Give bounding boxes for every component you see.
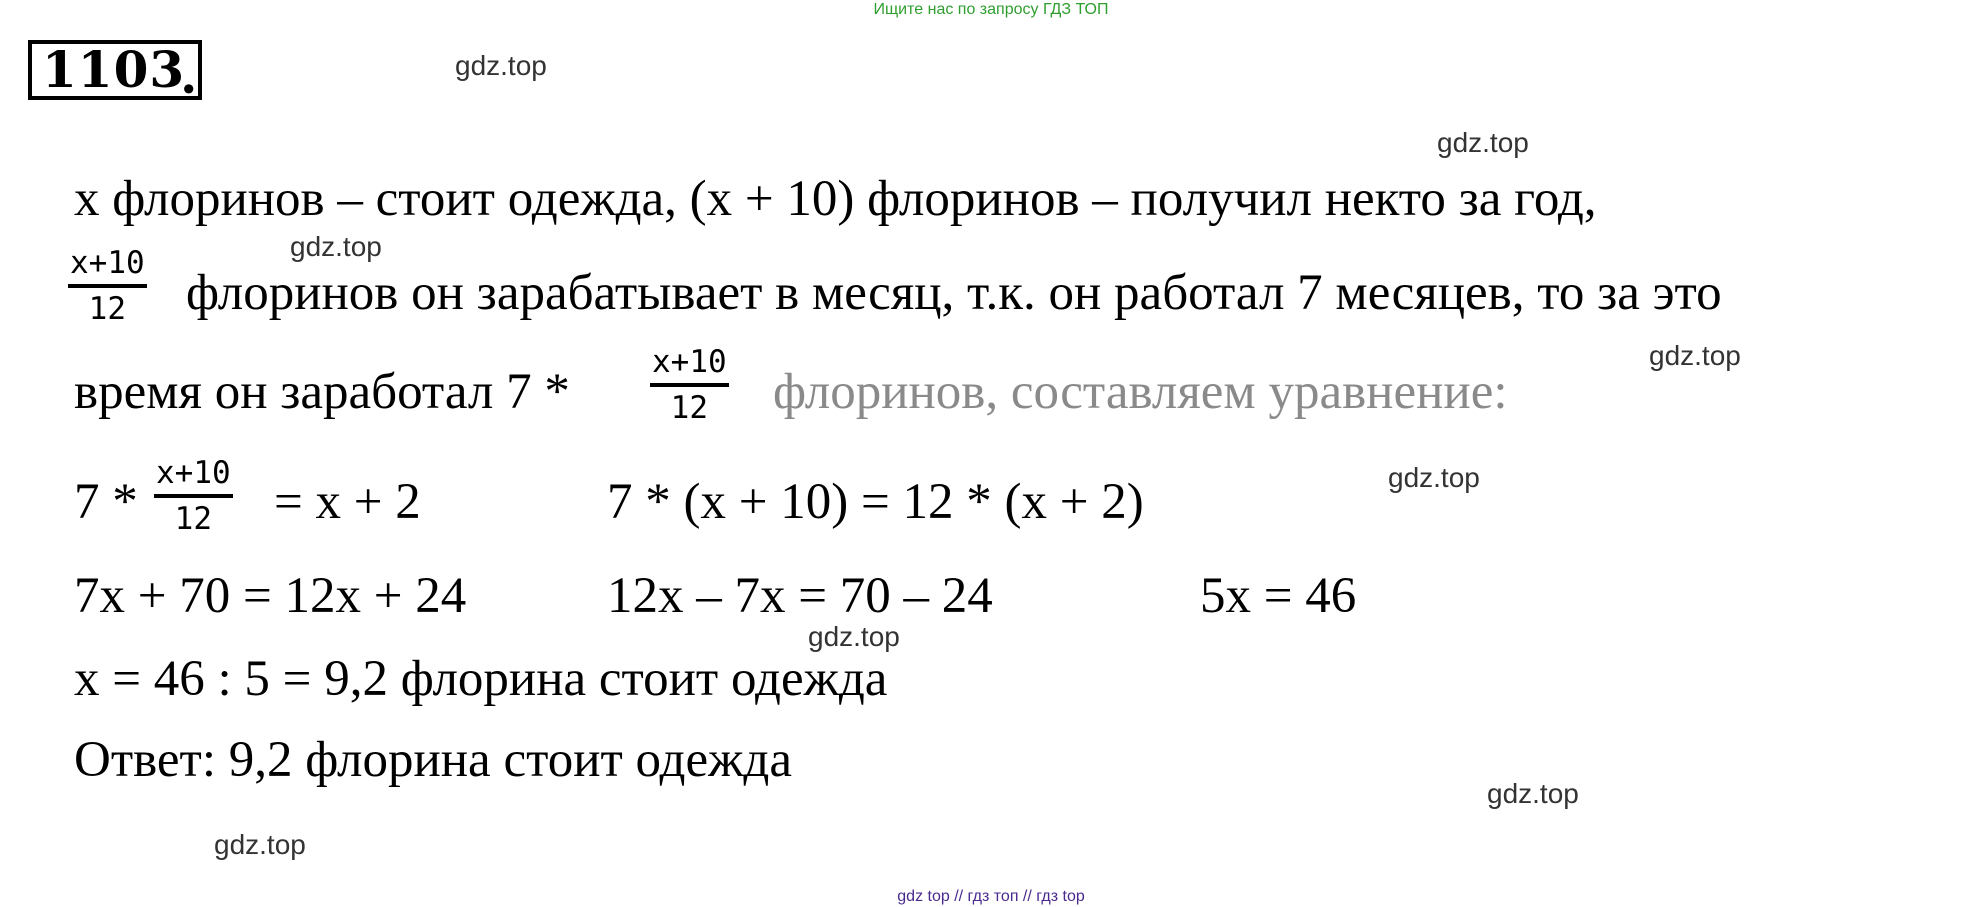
fraction-line-4 <box>154 456 233 536</box>
equation-expanded: 7 * (x + 10) = 12 * (x + 2) <box>607 474 1144 530</box>
top-banner: Ищите нас по запросу ГДЗ ТОП <box>873 1 1109 18</box>
solution-result: x = 46 : 5 = 9,2 флорина стоит одежда <box>74 651 888 707</box>
watermark: gdz.top <box>214 829 306 860</box>
equation-step-3: 5x = 46 <box>1200 568 1357 624</box>
fraction-denominator: 12 <box>670 390 708 426</box>
fraction-line-3 <box>650 345 729 425</box>
watermark: gdz.top <box>1649 340 1741 371</box>
fraction-line-2 <box>68 246 147 326</box>
solution-line-3-start: время он заработал 7 * <box>74 364 570 420</box>
fraction-denominator: 12 <box>174 501 212 537</box>
watermark: gdz.top <box>808 621 900 652</box>
fraction-denominator: 12 <box>88 291 126 327</box>
watermark: gdz.top <box>1487 778 1579 809</box>
problem-number: 1103 <box>28 40 202 100</box>
equation-step-2: 12x – 7x = 70 – 24 <box>607 568 993 624</box>
equation-rest: = x + 2 <box>274 474 421 530</box>
footer-links: gdz top // гдз топ // гдз top <box>897 888 1085 905</box>
fraction-numerator: x+10 <box>70 245 145 281</box>
watermark: gdz.top <box>455 50 547 81</box>
fraction-bar <box>154 494 233 498</box>
fraction-bar <box>68 284 147 288</box>
solution-line-3-rest: флоринов, составляем уравнение: <box>773 364 1508 420</box>
solution-line-1: x флоринов – стоит одежда, (x + 10) флоринов – получил некто за год, <box>74 171 1597 227</box>
fraction-bar <box>650 383 729 387</box>
watermark: gdz.top <box>1388 462 1480 493</box>
equation-start: 7 * <box>74 474 138 530</box>
fraction-numerator: x+10 <box>652 344 727 380</box>
watermark: gdz.top <box>290 231 382 262</box>
solution-line-2: флоринов он зарабатывает в месяц, т.к. он работал 7 месяцев, то за это <box>186 265 1722 321</box>
fraction-numerator: x+10 <box>156 455 231 491</box>
problem-number-dot: . <box>180 46 198 105</box>
watermark: gdz.top <box>1437 127 1529 158</box>
equation-step-1: 7x + 70 = 12x + 24 <box>74 568 467 624</box>
answer-line: Ответ: 9,2 флорина стоит одежда <box>74 732 792 788</box>
